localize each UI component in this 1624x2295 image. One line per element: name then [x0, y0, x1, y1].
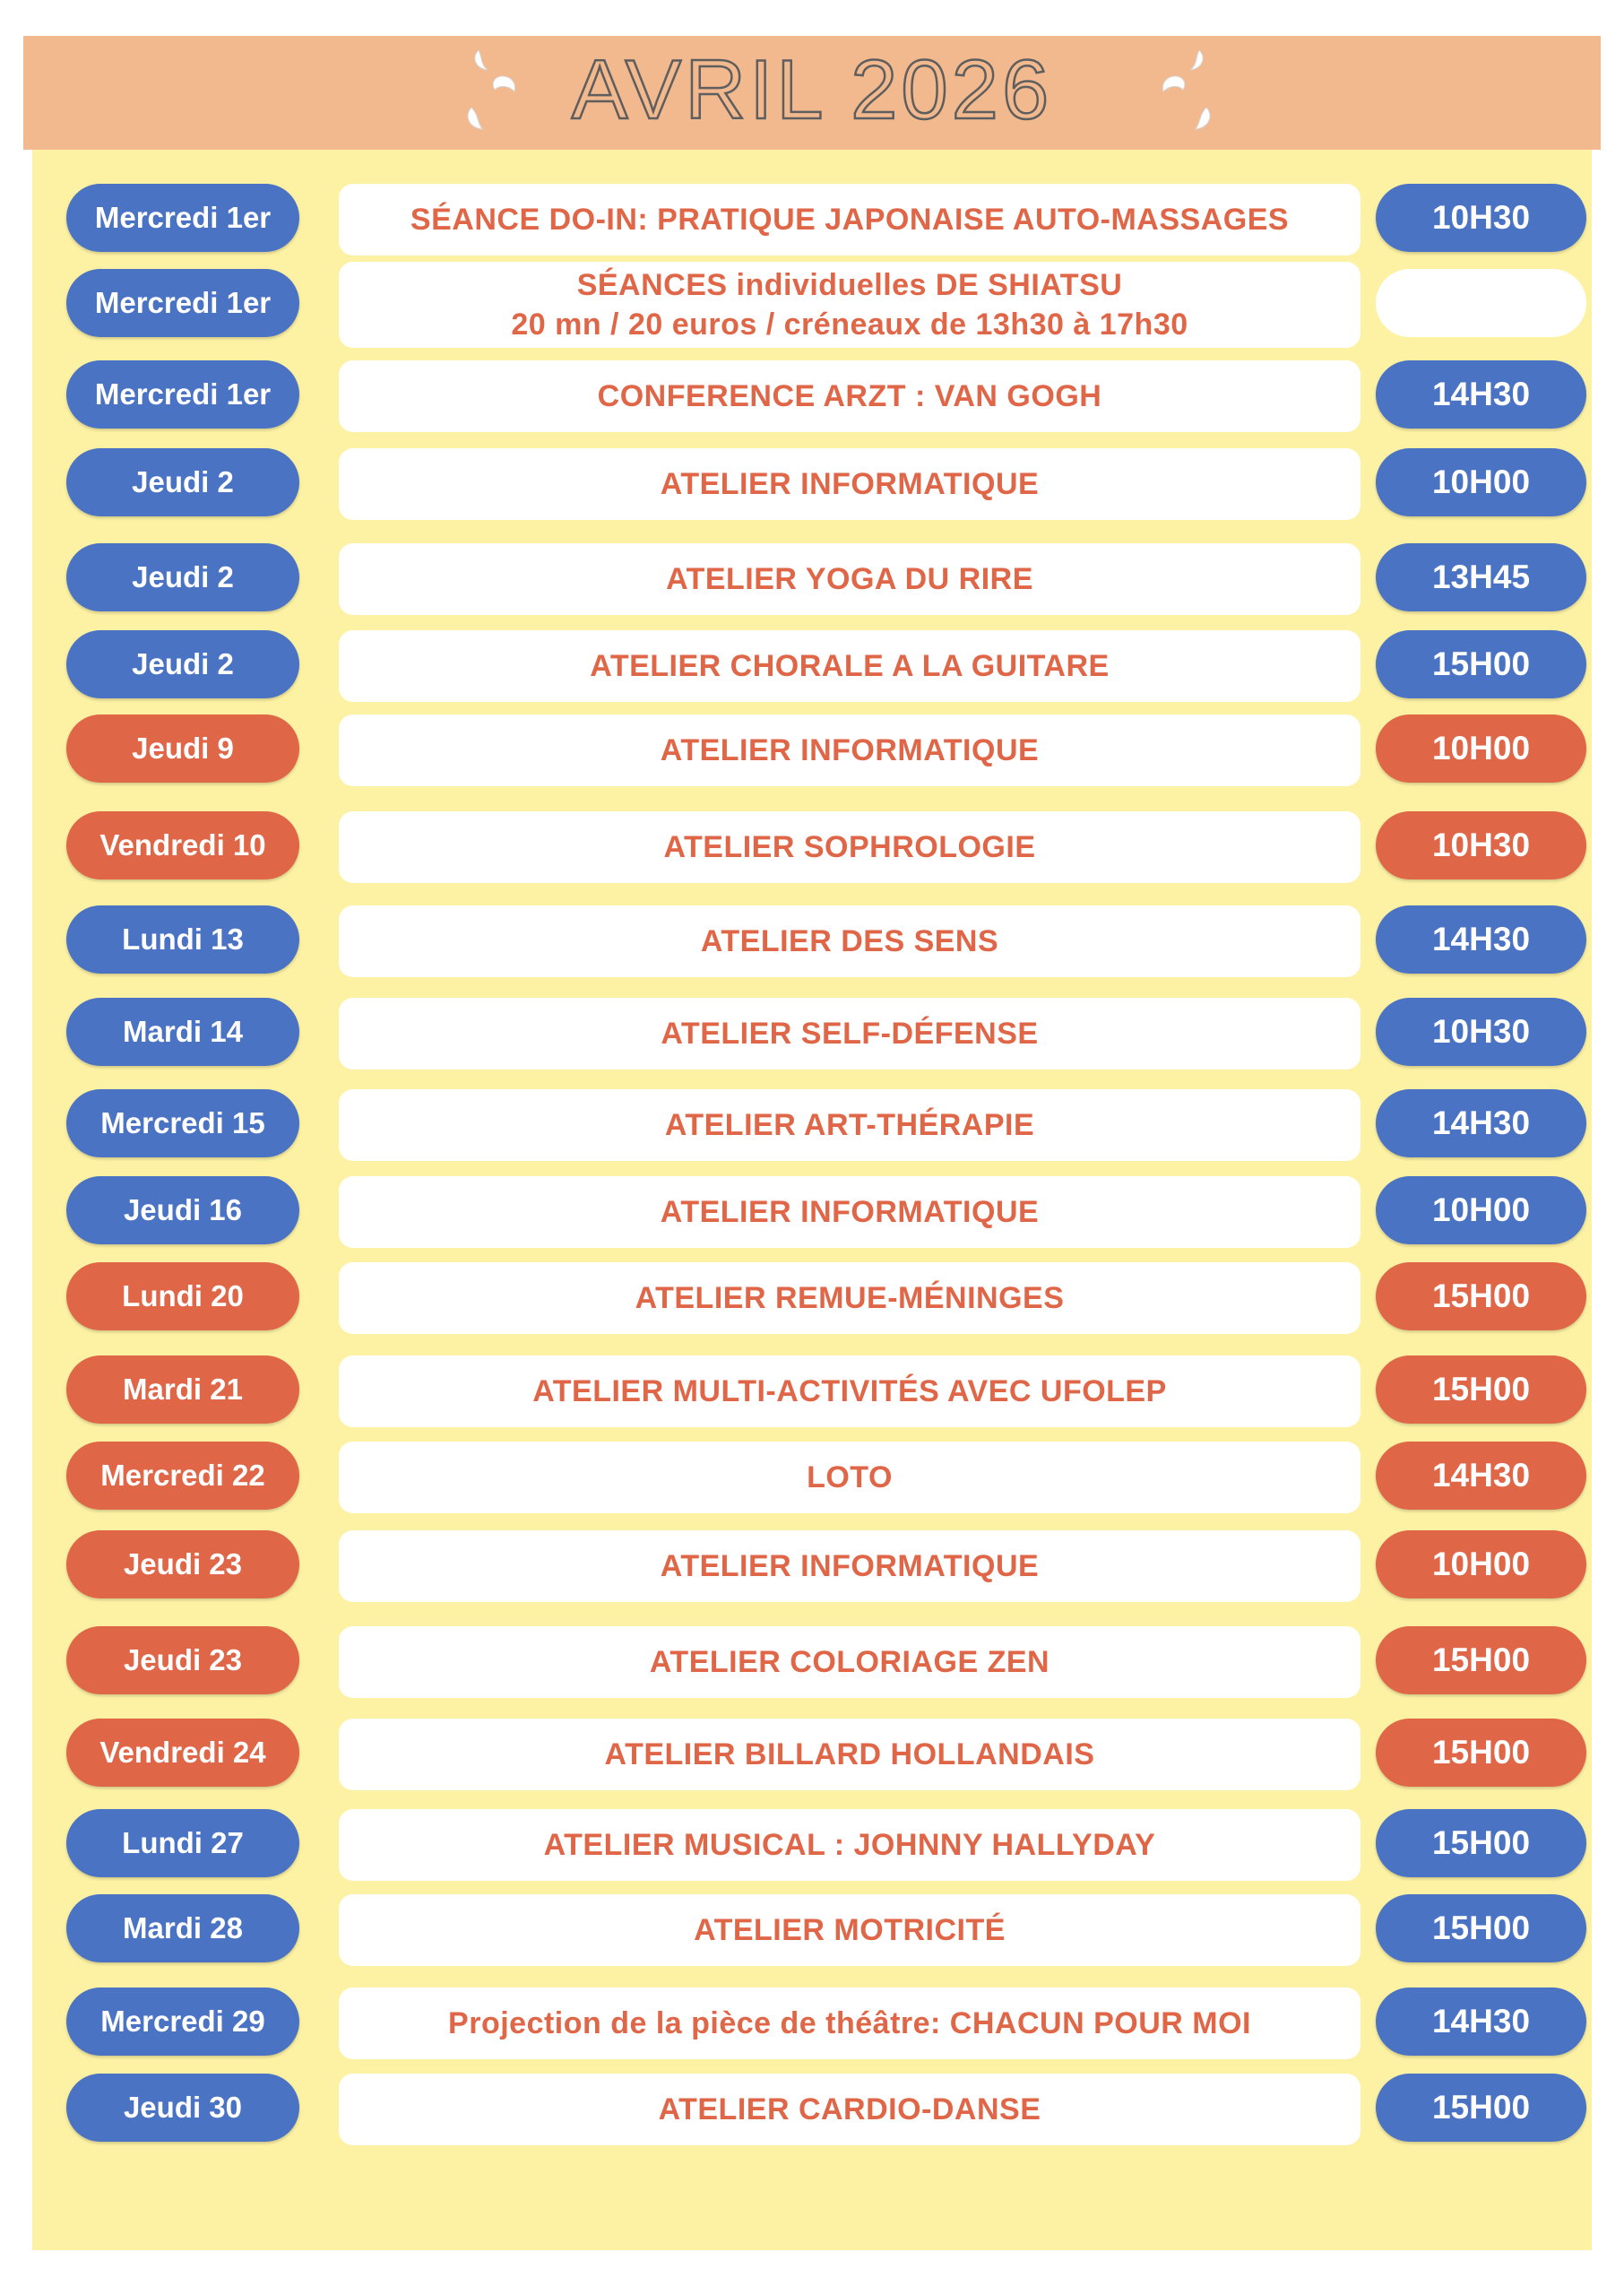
event-subtitle: 20 mn / 20 euros / créneaux de 13h30 à 17h30 [511, 307, 1188, 342]
event-title: CONFERENCE ARZT : VAN GOGH [597, 379, 1102, 413]
event-title: ATELIER YOGA DU RIRE [666, 562, 1033, 596]
event-title: ATELIER MUSICAL : JOHNNY HALLYDAY [543, 1828, 1156, 1862]
event-title: ATELIER INFORMATIQUE [660, 467, 1040, 501]
day-pill: Jeudi 30 [66, 2074, 299, 2142]
event-box [339, 1355, 1361, 1427]
event-title: Projection de la pièce de théâtre: CHACUN POUR MOI [448, 2006, 1251, 2040]
event-title: ATELIER INFORMATIQUE [660, 733, 1040, 767]
event-box [339, 998, 1361, 1070]
event-title: ATELIER DES SENS [700, 924, 999, 958]
event-box [339, 1988, 1361, 2059]
time-pill: 13H45 [1376, 543, 1586, 611]
event-box [339, 1442, 1361, 1513]
event-box [339, 1626, 1361, 1698]
time-pill: 10H00 [1376, 714, 1586, 783]
day-pill: Lundi 20 [66, 1262, 299, 1330]
time-pill: 15H00 [1376, 630, 1586, 698]
time-pill: 15H00 [1376, 1894, 1586, 1962]
event-title: ATELIER CHORALE A LA GUITARE [590, 649, 1110, 683]
event-box [339, 1719, 1361, 1790]
time-pill: 14H30 [1376, 360, 1586, 429]
header-banner [23, 36, 1601, 150]
day-pill: Mercredi 1er [66, 269, 299, 337]
time-pill: 10H00 [1376, 1530, 1586, 1598]
day-pill: Jeudi 2 [66, 448, 299, 516]
event-box [339, 1530, 1361, 1602]
time-pill: 14H30 [1376, 1442, 1586, 1510]
event-title: ATELIER BILLARD HOLLANDAIS [604, 1737, 1095, 1771]
event-box [339, 630, 1361, 702]
time-pill: 14H30 [1376, 905, 1586, 974]
event-box [339, 184, 1361, 255]
day-pill: Jeudi 9 [66, 714, 299, 783]
day-pill: Jeudi 23 [66, 1530, 299, 1598]
day-pill: Vendredi 24 [66, 1719, 299, 1787]
time-pill: 14H30 [1376, 1988, 1586, 2056]
event-title: ATELIER ART-THÉRAPIE [664, 1108, 1035, 1142]
event-box [339, 1089, 1361, 1161]
event-title: ATELIER CARDIO-DANSE [658, 2092, 1041, 2126]
time-pill: 15H00 [1376, 1355, 1586, 1424]
event-title: ATELIER SELF-DÉFENSE [661, 1017, 1039, 1051]
event-title: ATELIER INFORMATIQUE [660, 1195, 1040, 1229]
day-pill: Vendredi 10 [66, 811, 299, 879]
event-box [339, 262, 1361, 348]
time-pill: 10H00 [1376, 448, 1586, 516]
day-pill: Mardi 28 [66, 1894, 299, 1962]
event-box [339, 360, 1361, 432]
event-title: ATELIER COLORIAGE ZEN [649, 1645, 1050, 1679]
event-box [339, 714, 1361, 786]
event-box [339, 1176, 1361, 1248]
day-pill: Mardi 21 [66, 1355, 299, 1424]
day-pill: Mercredi 22 [66, 1442, 299, 1510]
day-pill: Lundi 13 [66, 905, 299, 974]
page-title: AVRIL 2026 [571, 42, 1053, 136]
event-box [339, 1809, 1361, 1881]
event-box [339, 905, 1361, 977]
day-pill: Jeudi 2 [66, 630, 299, 698]
day-pill: Lundi 27 [66, 1809, 299, 1877]
event-title: LOTO [807, 1460, 893, 1494]
event-title: ATELIER INFORMATIQUE [660, 1549, 1040, 1583]
time-pill: 14H30 [1376, 1089, 1586, 1157]
event-box [339, 1262, 1361, 1334]
event-box [339, 543, 1361, 615]
event-title: ATELIER MULTI-ACTIVITÉS AVEC UFOLEP [532, 1374, 1167, 1408]
day-pill: Jeudi 16 [66, 1176, 299, 1244]
time-pill: 15H00 [1376, 1262, 1586, 1330]
time-pill: 15H00 [1376, 1626, 1586, 1694]
day-pill: Jeudi 2 [66, 543, 299, 611]
event-box [339, 2074, 1361, 2145]
splash-decoration-icon [1144, 41, 1233, 140]
event-title: ATELIER SOPHROLOGIE [663, 830, 1036, 864]
time-pill: 15H00 [1376, 2074, 1586, 2142]
day-pill: Mercredi 1er [66, 184, 299, 252]
time-pill [1376, 269, 1586, 337]
time-pill: 10H30 [1376, 998, 1586, 1066]
day-pill: Mardi 14 [66, 998, 299, 1066]
event-box [339, 1894, 1361, 1966]
time-pill: 10H30 [1376, 184, 1586, 252]
time-pill: 10H00 [1376, 1176, 1586, 1244]
day-pill: Jeudi 23 [66, 1626, 299, 1694]
day-pill: Mercredi 15 [66, 1089, 299, 1157]
event-box [339, 448, 1361, 520]
day-pill: Mercredi 29 [66, 1988, 299, 2056]
event-title: SÉANCE DO-IN: PRATIQUE JAPONAISE AUTO-MASSAGES [410, 203, 1290, 237]
event-box [339, 811, 1361, 883]
day-pill: Mercredi 1er [66, 360, 299, 429]
event-title: SÉANCES individuelles DE SHIATSU [576, 268, 1123, 302]
time-pill: 15H00 [1376, 1809, 1586, 1877]
time-pill: 10H30 [1376, 811, 1586, 879]
time-pill: 15H00 [1376, 1719, 1586, 1787]
event-title: ATELIER REMUE-MÉNINGES [635, 1281, 1065, 1315]
event-title: ATELIER MOTRICITÉ [694, 1913, 1006, 1947]
